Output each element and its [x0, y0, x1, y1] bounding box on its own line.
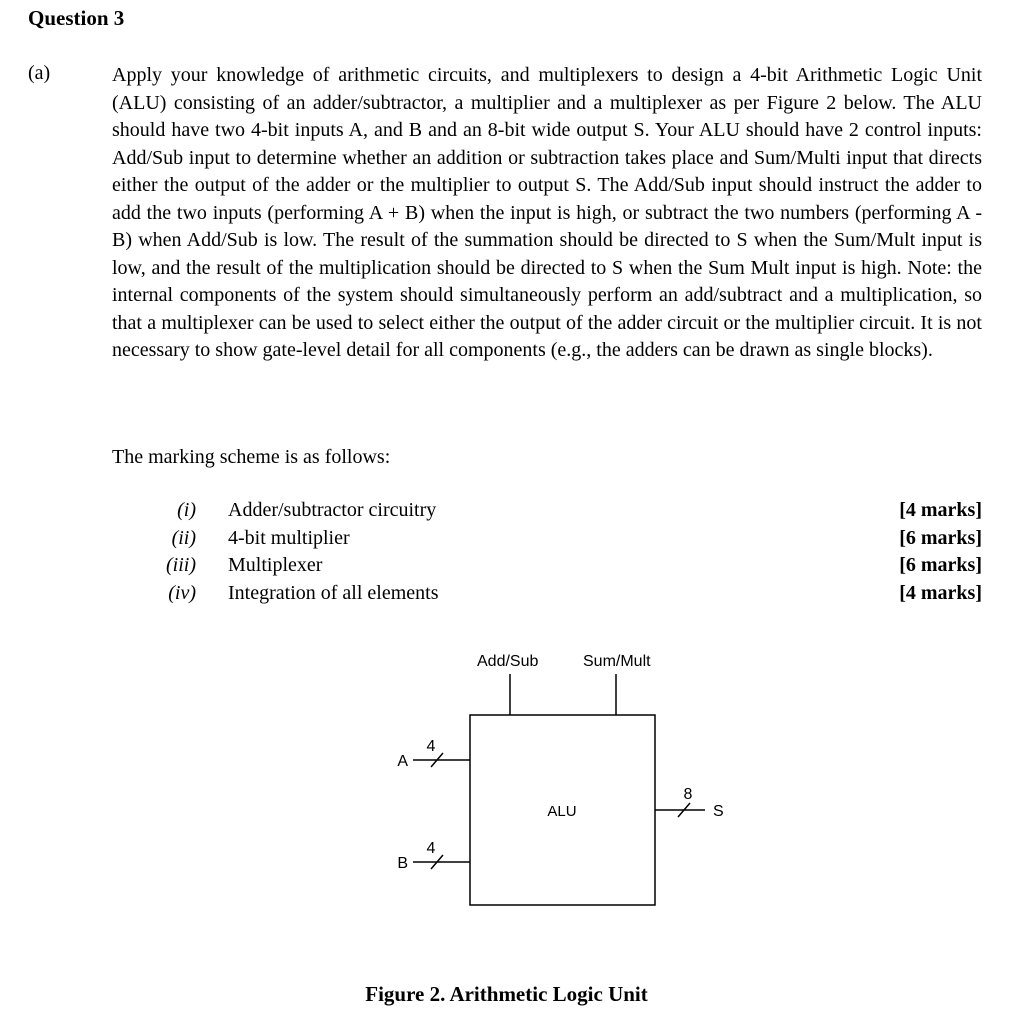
alu-block-label: ALU — [547, 803, 577, 820]
marking-item-marks: [4 marks] — [899, 499, 982, 521]
alu-block-diagram — [380, 645, 760, 925]
marking-scheme-list — [112, 497, 982, 607]
marking-item-text: 4-bit multiplier — [228, 526, 350, 549]
marking-item-marks: [6 marks] — [899, 554, 982, 576]
input-b-label: B — [397, 855, 408, 872]
marking-item-text: Adder/subtractor circuitry — [228, 499, 437, 521]
output-s-label: S — [713, 803, 724, 820]
marking-item-text: Integration of all elements — [228, 581, 439, 604]
marking-item-numeral: (iv) — [168, 581, 196, 604]
marking-scheme-intro: The marking scheme is as follows: — [112, 446, 391, 468]
input-b-bus-width: 4 — [426, 840, 436, 857]
marking-item-numeral: (i) — [177, 499, 196, 521]
question-title: Question 3 — [28, 6, 125, 30]
question-body-paragraph: Apply your knowledge of arithmetic circuits, and multiplexers to design a 4-bit Arithmetic Logic Unit (ALU) consisting of an adder/subtractor, a multiplier and a multiplexer as per Figure 2 below. The ALU should have two 4-bit inputs A, and B and an 8-bit wide output S. Your ALU should have 2 control inputs: Add/Sub input to determine whether an addition or subtraction takes place and Sum/Multi input that directs either the output of the adder or the multiplier to output S. The Add/Sub input should instruct the adder to add the two inputs (performing A + B) when the input is high, or subtract the two numbers (performing A - B) when Add/Sub is low. The result of the summation should be directed to S when the Sum/Mult input is low, and the result of the multiplication should be directed to S when the Sum Mult input is high. Note: the internal components of the system should simultaneously perform an add/subtract and a multiplication, so that a multiplexer can be used to select either the output of the adder circuit or the multiplier circuit. It is not necessary to show gate-level detail for all components (e.g., the adders can be drawn as single blocks). — [112, 64, 982, 361]
control-label-addsub: Add/Sub — [477, 653, 539, 670]
marking-item-numeral: (ii) — [171, 526, 196, 549]
part-label: (a) — [28, 62, 51, 84]
marking-item-numeral: (iii) — [166, 554, 196, 576]
marking-item-marks: [6 marks] — [899, 526, 982, 549]
marking-item-marks: [4 marks] — [899, 581, 982, 604]
input-a-bus-width: 4 — [426, 738, 436, 755]
input-a-label: A — [397, 753, 408, 770]
output-s-bus-width: 8 — [683, 786, 693, 803]
control-label-summult: Sum/Mult — [583, 653, 651, 670]
figure-caption: Figure 2. Arithmetic Logic Unit — [365, 982, 648, 1006]
marking-item-text: Multiplexer — [228, 554, 323, 576]
